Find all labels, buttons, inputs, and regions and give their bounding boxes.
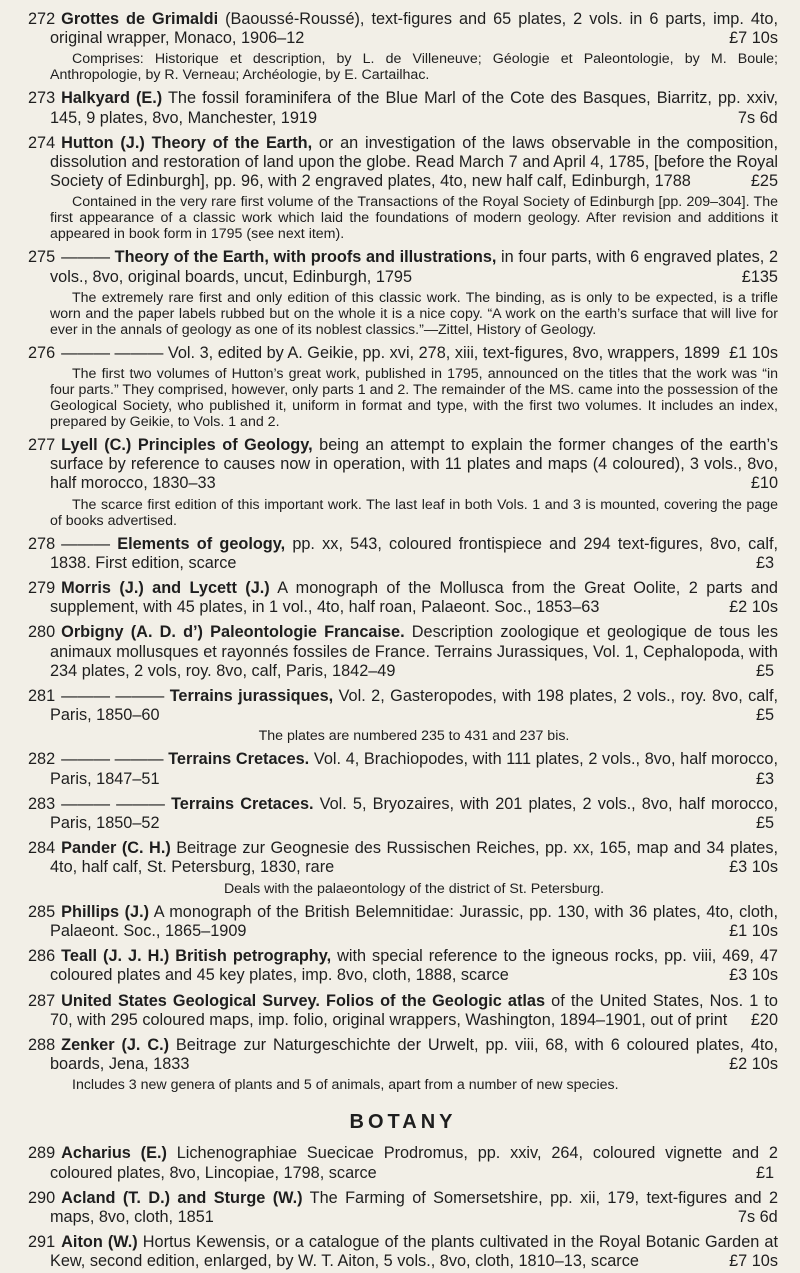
entry-description: Beitrage zur Naturgeschichte der Urwelt, pp. viii, 68, with 6 coloured plates, 4to, boards, Jena, 1833 [50,1035,778,1074]
entry-author: Aiton (W.) [61,1233,138,1252]
entry-description: in four parts, with 6 engraved plates, 2 vols., 8vo, original boards, uncut, Edinburgh, 1795 [50,248,778,286]
botany-entries [28,1144,778,1271]
entry-description: The Farming of Somersetshire, pp. xii, 179, text-figures and 2 maps, 8vo, cloth, 1851 [50,1188,779,1226]
entry-note: The extremely rare first and only edition of this classic work. The binding, as is only to be expected, is a trifle worn and the paper labels rubbed but on the whole it is a nice copy. “A work on the earth’s surface that will live for ever in the annals of geology as one of its noblest classics.”—Zittel, History of Geology. [50,289,778,338]
entry-price: £10 [750,474,778,493]
entry-number: 275 [28,248,56,267]
geology-entries [28,10,778,1093]
entry-title: Terrains Cretaces. [163,750,310,769]
entry-line [28,10,778,48]
catalogue-entry-286 [28,947,778,985]
ditto-dash: ——— ——— [61,794,165,813]
entry-number: 280 [28,623,56,642]
entry-description: Beitrage zur Geognesie des Russischen Reiches, pp. xx, 165, map and 34 plates, 4to, half calf, St. Petersburg, 1830, rare [50,839,778,877]
entry-number: 286 [28,947,56,966]
entry-line [28,839,778,877]
entry-author: Halkyard (E.) [61,89,163,108]
entry-number: 277 [28,436,56,455]
catalogue-entry-282 [28,750,778,788]
entry-price: £7 10s [729,29,778,48]
entry-price: £135 [741,267,778,286]
entry-number: 281 [28,687,56,706]
entry-number: 276 [28,343,56,362]
entry-author: Lyell (C.) [61,436,132,455]
ditto-dash: ——— [61,248,111,267]
entry-price: £1 10s [729,343,778,362]
entry-note: Includes 3 new genera of plants and 5 of animals, apart from a number of new species. [72,1077,619,1094]
entry-author: Pander (C. H.) [61,839,171,858]
entry-line [28,1189,778,1227]
entry-price: £7 10s [729,1252,778,1271]
entry-number: 274 [28,133,56,152]
entry-note: The plates are numbered 235 to 431 and 237 bis. [258,728,570,745]
catalogue-entry-288 [28,1036,778,1093]
entry-line [28,1036,778,1074]
entry-title: British petrography, [169,947,332,966]
entry-line: 278 ——— Elements of geology, pp. xx, 543, coloured frontispiece and 294 text-figures, 8vo, calf, 1838. First edition, scarce £3 [28,534,779,572]
entry-line [28,992,778,1030]
entry-title: Elements of geology, [110,534,286,553]
catalogue-entry-276 [28,344,778,430]
ditto-dash: ——— ——— [61,750,164,769]
entry-description: with special reference to the igneous rocks, pp. viii, 469, 47 coloured plates and 45 key plates, imp. 8vo, cloth, 1888, scarce [50,947,778,985]
entry-description: A monograph of the Mollusca from the Great Oolite, 2 parts and supplement, with 45 plates, in 1 vol., 4to, half roan, Palaeont. Soc., 1853–63 [50,579,778,617]
catalogue-entry-284 [28,839,778,896]
entry-title: Theory of the Earth, [144,133,313,152]
catalogue-entry-281 [28,687,778,744]
section-heading-botany: BOTANY [349,1111,457,1134]
entry-number: 279 [28,579,56,598]
catalogue-entry-278 [28,535,778,573]
entry-price: £3 10s [729,858,778,877]
entry-line: 281 ——— ——— Terrains jurassiques, Vol. 2, Gasteropodes, with 198 plates, 2 vols., roy. 8vo, calf, Paris, 1850–60 £5 [28,687,778,725]
entry-title: Terrains Cretaces. [164,794,314,813]
catalogue-entry-279 [28,579,778,617]
entry-author: Morris (J.) and Lycett (J.) [61,579,270,598]
ditto-dash: ——— [61,534,111,553]
entry-author: Hutton (J.) [61,133,145,152]
entry-line [28,1233,778,1271]
entry-title: Paleontologie Francaise. [202,623,405,642]
entry-line [28,947,778,985]
entry-price: £20 [750,1010,778,1029]
catalogue-entry-272 [28,10,778,83]
entry-note: The first two volumes of Hutton’s great work, published in 1795, announced on the titles that the work was “in four parts.” They comprised, however, only parts 1 and 2. The remainder of the MS. came into the possession of the Geological Society, who published it, uniform in format and type, with the first two volumes. It includes an index, prepared by Geikie, to Vols. 1 and 2. [50,366,778,431]
entry-author: Grottes de Grimaldi [61,10,219,28]
entry-note: Contained in the very rare first volume of the Transactions of the Royal Society of Edinburgh [pp. 209–304]. The first appearance of a classic work which laid the foundations of modern geology. After revision and additions it appeared in book form in 1795 (see next item). [50,194,778,243]
entry-description: Hortus Kewensis, or a catalogue of the plants cultivated in the Royal Botanic Garden at Kew, second edition, enlarged, by W. T. Aiton, 5 vols., 8vo, cloth, 1810–13, scarce [50,1233,778,1271]
ditto-dash: ——— ——— [61,343,164,362]
entry-note: Comprises: Historique et description, by L. de Villeneuve; Géologie et Paleontologie, by M. Boule; Anthropologie, by R. Verneau; Archéologie, by E. Cartailhac. [50,51,778,84]
entry-number: 285 [28,902,56,921]
entry-number: 290 [28,1188,56,1207]
entry-description: The fossil foraminifera of the Blue Marl of the Cote des Basques, Biarritz, pp. xxiv, 145, 9 plates, 8vo, Manchester, 1919 [50,89,778,127]
entry-line [28,134,778,192]
entry-price: £1 10s [729,921,778,940]
catalogue-entry-273 [28,89,778,127]
entry-title: Theory of the Earth, with proofs and illustrations, [110,248,497,267]
catalogue-entry-275 [28,248,778,337]
entry-description: Description zoologique et geologique de tous les animaux mollusques et rayonnés fossiles de France. Terrains Jurassiques, Vol. 1, Cephalopoda, with 234 plates, 2 vols, roy. 8vo, calf, Paris, 1842–49 [50,623,778,680]
entry-description: Vol. 4, Brachiopodes, with 111 plates, 2 vols., 8vo, half morocco, Paris, 1847–51 [50,750,779,788]
entry-number: 272 [28,10,56,28]
catalogue-entry-291 [28,1233,778,1271]
entry-description: or an investigation of the laws observable in the composition, dissolution and restoration of land upon the globe. Read March 7 and April 4, 1785, [before the Royal Society of Edinburgh], pp. 96, with 2 engraved plates, 4to, new half calf, Edinburgh, 1788 [50,133,778,191]
entry-number: 291 [28,1233,56,1252]
entry-description: being an attempt to explain the former changes of the earth’s surface by reference to causes now in operation, with 11 plates and maps (4 coloured), 3 vols., 8vo, half morocco, 1830–33 [50,436,778,493]
entry-title: Terrains jurassiques, [164,687,334,706]
entry-number: 278 [28,534,56,553]
entry-author: Orbigny (A. D. d’) [61,623,203,642]
catalogue-entry-290 [28,1189,778,1227]
catalogue-entry-274 [28,134,778,243]
entry-description: A monograph of the British Belemnitidae: Jurassic, pp. 130, with 36 plates, 4to, cloth, Palaeont. Soc., 1865–1909 [50,902,778,940]
entry-number: 282 [28,750,56,769]
entry-author: Zenker (J. C.) [61,1035,170,1054]
entry-number: 289 [28,1144,56,1163]
entry-price: £3 10s [729,966,778,985]
entry-line [28,344,778,363]
entry-line: 283 ——— ——— Terrains Cretaces. Vol. 5, Bryozaires, with 201 plates, 2 vols., 8vo, half morocco, Paris, 1850–52 £5 [28,794,778,833]
entry-description: Vol. 3, edited by A. Geikie, pp. xvi, 278, xiii, text-figures, 8vo, wrappers, 1899 [163,343,720,362]
catalogue-entry-285 [28,903,778,941]
entry-description: of the United States, Nos. 1 to 70, with 295 coloured maps, imp. folio, original wrappers, Washington, 1894–1901, out of print [50,991,778,1029]
catalogue-entry-280 [28,623,778,681]
ditto-dash: ——— ——— [61,687,165,706]
entry-number: 284 [28,839,56,858]
entry-description: (Baoussé-Roussé), text-figures and 65 plates, 2 vols. in 6 parts, imp. 4to, original wrapper, Monaco, 1906–12 [50,10,778,48]
entry-author: Phillips (J.) [61,902,150,921]
catalogue-entry-277 [28,436,778,529]
entry-price: 7s 6d [737,108,778,127]
entry-price: £25 [750,172,778,191]
entry-line [28,89,778,127]
entry-author: United States Geological Survey. [61,991,320,1010]
entry-line [28,903,778,941]
entry-line: 282 ——— ——— Terrains Cretaces. Vol. 4, Brachiopodes, with 111 plates, 2 vols., 8vo, half morocco, Paris, 1847–51 £3 [28,750,779,788]
entry-author: Acharius (E.) [61,1144,167,1163]
entry-price: 7s 6d [737,1207,778,1226]
entry-line: 280 Orbigny (A. D. d’) Paleontologie Francaise. Description zoologique et geologique de tous les animaux mollusques et rayonnés fossiles de France. Terrains Jurassiques, Vol. 1, Cephalopoda, with 234 plates, 2 vols, roy. 8vo, calf, Paris, 1842–49 £5 [28,623,778,680]
entry-price: £2 10s [729,1055,778,1074]
entry-line [28,579,778,617]
entry-title: Principles of Geology, [131,436,313,455]
entry-number: 273 [28,89,56,108]
entry-title: Folios of the Geologic atlas [319,991,546,1010]
entry-author: Teall (J. J. H.) [61,947,170,966]
entry-line [28,436,778,494]
entry-description: Vol. 2, Gasteropodes, with 198 plates, 2 vols., roy. 8vo, calf, Paris, 1850–60 [50,687,778,725]
entry-description: Vol. 5, Bryozaires, with 201 plates, 2 vols., 8vo, half morocco, Paris, 1850–52 [50,794,778,833]
catalogue-entry-287 [28,992,778,1030]
catalogue-entry-289 [28,1144,778,1182]
entry-author: Acland (T. D.) and Sturge (W.) [61,1188,303,1207]
entry-line: 289 Acharius (E.) Lichenographiae Suecicae Prodromus, pp. xxiv, 264, coloured vignette and 2 coloured plates, 8vo, Lincopiae, 1798, scarce £1 [28,1144,778,1182]
entry-price: £2 10s [729,598,778,617]
entry-number: 287 [28,991,56,1010]
entry-note: The scarce first edition of this important work. The last leaf in both Vols. 1 and 3 is mounted, covering the page of books advertised. [50,496,778,529]
entry-description: pp. xx, 543, coloured frontispiece and 294 text-figures, 8vo, calf, 1838. First edition, scarce [50,534,779,572]
entry-number: 283 [28,794,56,813]
entry-number: 288 [28,1035,56,1054]
entry-note: Deals with the palaeontology of the district of St. Petersburg. [223,880,605,897]
catalogue-entry-283 [28,795,778,833]
entry-line [28,248,778,286]
entry-description: Lichenographiae Suecicae Prodromus, pp. xxiv, 264, coloured vignette and 2 coloured plates, 8vo, Lincopiae, 1798, scarce [50,1144,778,1182]
